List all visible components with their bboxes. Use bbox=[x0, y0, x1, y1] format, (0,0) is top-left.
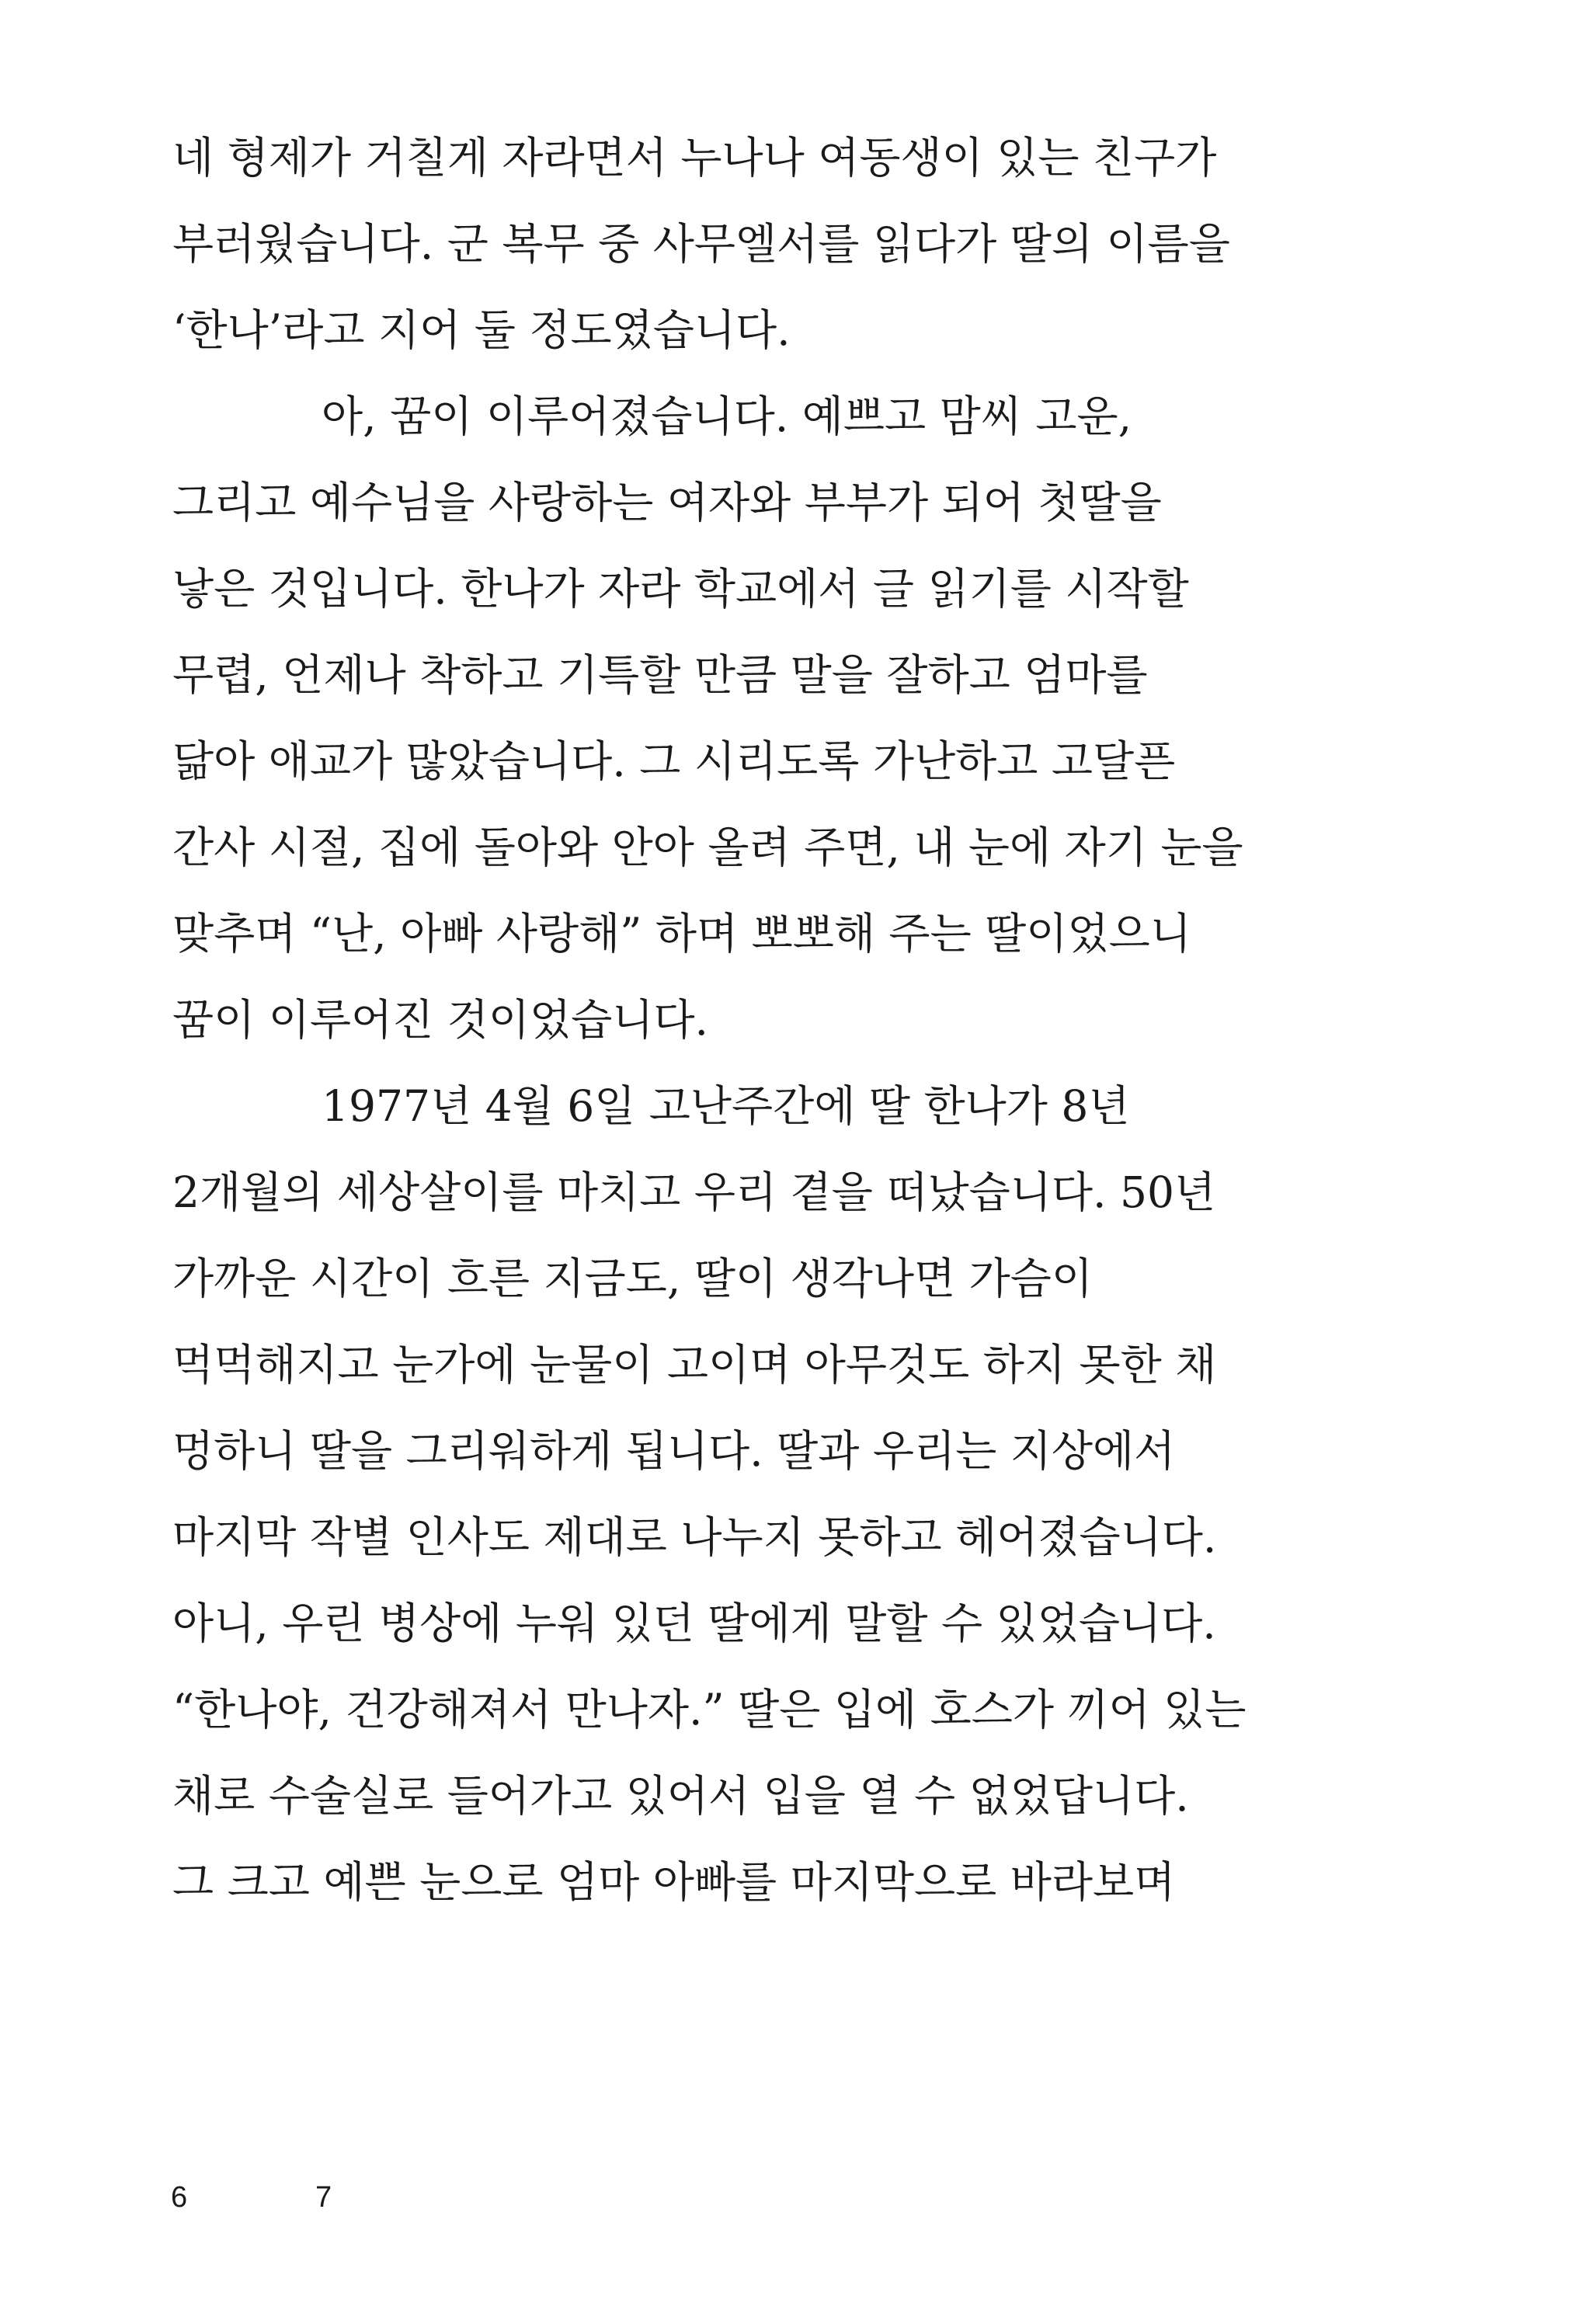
text-line-15: 먹먹해지고 눈가에 눈물이 고이며 아무것도 하지 못한 채 bbox=[172, 1340, 1217, 1390]
body-text bbox=[172, 115, 1306, 1926]
text-line-12: 1977년 4월 6일 고난주간에 딸 한나가 8년 bbox=[322, 1081, 1130, 1131]
text-line-14: 가까운 시간이 흐른 지금도, 딸이 생각나면 가슴이 bbox=[172, 1254, 1093, 1303]
text-line-13: 2개월의 세상살이를 마치고 우리 곁을 떠났습니다. 50년 bbox=[172, 1167, 1216, 1217]
page-number-left: 6 bbox=[171, 2181, 188, 2214]
text-line-18: 아니, 우린 병상에 누워 있던 딸에게 말할 수 있었습니다. bbox=[172, 1599, 1216, 1648]
page-number-right: 7 bbox=[315, 2181, 332, 2214]
text-line-11: 꿈이 이루어진 것이었습니다. bbox=[172, 995, 709, 1045]
text-line-20: 채로 수술실로 들어가고 있어서 입을 열 수 없었답니다. bbox=[172, 1771, 1189, 1821]
text-line-16: 멍하니 딸을 그리워하게 됩니다. 딸과 우리는 지상에서 bbox=[172, 1426, 1176, 1476]
text-line-3: ‘한나’라고 지어 둘 정도였습니다. bbox=[172, 305, 791, 355]
text-line-19: “한나야, 건강해져서 만나자.” 딸은 입에 호스가 끼어 있는 bbox=[172, 1685, 1247, 1734]
text-line-2: 부러웠습니다. 군 복무 중 사무엘서를 읽다가 딸의 이름을 bbox=[172, 219, 1230, 269]
text-line-1: 네 형제가 거칠게 자라면서 누나나 여동생이 있는 친구가 bbox=[172, 133, 1217, 183]
text-line-4: 아, 꿈이 이루어졌습니다. 예쁘고 맘씨 고운, bbox=[322, 391, 1132, 441]
text-line-5: 그리고 예수님을 사랑하는 여자와 부부가 되어 첫딸을 bbox=[172, 478, 1162, 527]
text-line-17: 마지막 작별 인사도 제대로 나누지 못하고 헤어졌습니다. bbox=[172, 1512, 1217, 1562]
text-line-8: 닮아 애교가 많았습니다. 그 시리도록 가난하고 고달픈 bbox=[172, 736, 1176, 786]
text-line-21: 그 크고 예쁜 눈으로 엄마 아빠를 마지막으로 바라보며 bbox=[172, 1857, 1176, 1907]
text-line-7: 무렵, 언제나 착하고 기특할 만큼 말을 잘하고 엄마를 bbox=[172, 650, 1148, 700]
text-line-9: 간사 시절, 집에 돌아와 안아 올려 주면, 내 눈에 자기 눈을 bbox=[172, 823, 1243, 872]
text-line-6: 낳은 것입니다. 한나가 자라 학교에서 글 읽기를 시작할 bbox=[172, 564, 1189, 614]
text-line-10: 맞추며 “난, 아빠 사랑해” 하며 뽀뽀해 주는 딸이었으니 bbox=[172, 909, 1191, 958]
